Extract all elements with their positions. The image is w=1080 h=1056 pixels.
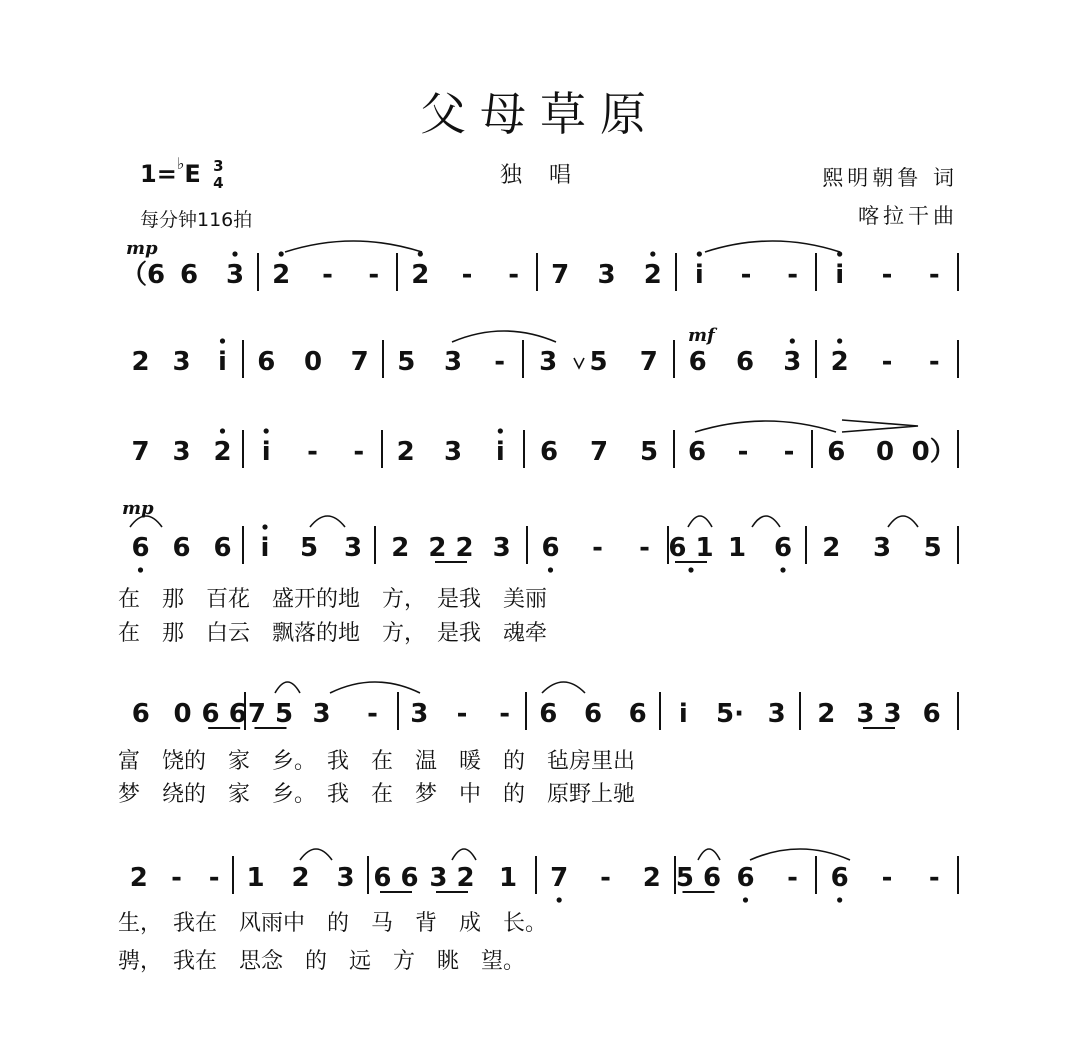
octave-dot-below — [743, 897, 748, 902]
note: 6 — [736, 863, 755, 893]
tie-arc — [888, 516, 918, 527]
note: 2 — [817, 699, 836, 729]
octave-dot-above — [650, 251, 655, 256]
tie-arc — [285, 241, 422, 252]
note: 7 — [589, 437, 609, 467]
note: 2 — [411, 260, 430, 290]
octave-dot-below — [837, 897, 842, 902]
note: - — [787, 260, 799, 290]
breath-mark — [574, 358, 584, 368]
note: - — [499, 699, 511, 729]
note: 3 — [172, 437, 191, 467]
note: 0 — [173, 699, 192, 729]
note: 2 — [643, 260, 662, 290]
octave-dot-above — [264, 428, 269, 433]
note: - — [737, 437, 749, 467]
note: 5 — [589, 347, 608, 377]
tie-arc — [452, 331, 556, 342]
lyricist-credit: 熙明朝鲁 词 — [822, 166, 958, 190]
performance-type: 独 唱 — [500, 163, 581, 188]
note: 2 — [291, 863, 310, 893]
tempo-marking: 每分钟116拍 — [140, 209, 253, 231]
note: 2 — [129, 863, 148, 893]
note: i — [260, 533, 270, 563]
note: - — [508, 260, 520, 290]
note: 2 — [642, 863, 661, 893]
time-bottom: 4 — [213, 174, 224, 192]
note: 3 — [597, 260, 616, 290]
note: i — [835, 260, 845, 290]
note: 6 — [922, 699, 941, 729]
note: 3 — [443, 437, 463, 467]
lyric-line: 富 饶的 家 乡。 我 在 温 暖 的 毡房里出 — [118, 749, 636, 774]
note: - — [881, 347, 893, 377]
note: - — [881, 260, 893, 290]
note: 6 — [131, 699, 150, 729]
lyric-line: 生， 我在 风雨中 的 马 背 成 长。 — [118, 911, 548, 936]
note: 6 — [541, 533, 560, 563]
tie-arc — [330, 682, 420, 693]
tie-arc — [310, 516, 345, 527]
note: - — [740, 260, 752, 290]
flat-symbol: ♭ — [176, 154, 185, 173]
note: - — [787, 863, 798, 893]
note: 6 — [131, 533, 150, 563]
note: - — [461, 260, 473, 290]
note: 6 — [628, 699, 647, 729]
note: 2 — [131, 347, 150, 377]
note: 3 — [343, 533, 363, 563]
note: 0） — [911, 437, 956, 467]
note: 2 — [272, 260, 291, 290]
note: - — [307, 437, 318, 467]
note: - — [171, 863, 182, 893]
key-prefix: 1= — [140, 160, 177, 188]
note: - — [456, 699, 468, 729]
note: i — [678, 699, 688, 729]
note: 7 — [131, 437, 150, 467]
note: i — [261, 437, 271, 467]
note: 6 6 — [373, 863, 419, 893]
octave-dot-below — [780, 567, 785, 572]
octave-dot-above — [790, 338, 795, 343]
note: 3 — [172, 347, 191, 377]
note: - — [639, 533, 650, 563]
note: i — [495, 437, 505, 467]
note: 3 3 — [856, 699, 902, 729]
note: - — [928, 863, 940, 893]
note: 3 — [539, 347, 558, 377]
note: 6 — [773, 533, 793, 563]
note: 6 — [827, 437, 846, 467]
note: - — [592, 533, 603, 563]
note: 3 2 — [429, 863, 475, 893]
note: 6 — [830, 863, 849, 893]
key-note: E — [184, 160, 201, 188]
note: 6 — [735, 347, 755, 377]
lyric-line: 梦 绕的 家 乡。 我 在 梦 中 的 原野上驰 — [118, 782, 636, 807]
note: 5 — [923, 533, 942, 563]
dynamic-mp-2: mp — [122, 498, 154, 519]
note: 6 — [583, 699, 603, 729]
note: 5 — [639, 437, 659, 467]
note: 7 5 — [247, 699, 294, 729]
octave-dot-below — [548, 567, 553, 572]
note: 3 — [783, 347, 802, 377]
tie-arc — [542, 682, 585, 693]
note: i — [694, 260, 704, 290]
note: 7 — [639, 347, 658, 377]
dynamic-mf: mf — [688, 325, 715, 346]
note: 3 — [336, 863, 355, 893]
octave-dot-above — [232, 251, 237, 256]
note: 2 — [391, 533, 410, 563]
octave-dot-above — [220, 338, 225, 343]
note: - — [928, 347, 940, 377]
note: 1 — [727, 533, 747, 563]
note: 3 — [872, 533, 892, 563]
octave-dot-above — [837, 338, 842, 343]
note: - — [368, 260, 380, 290]
note: 6 6 — [201, 699, 247, 729]
note: 6 — [539, 437, 559, 467]
note: 2 — [396, 437, 415, 467]
note: - — [494, 347, 506, 377]
tie-arc — [698, 849, 720, 860]
note: 6 — [213, 533, 232, 563]
octave-dot-below — [138, 567, 143, 572]
note: 6 — [179, 260, 199, 290]
note: 3 — [312, 699, 331, 729]
time-top: 3 — [213, 157, 224, 175]
tie-arc — [688, 516, 712, 527]
lyric-line: 骋， 我在 思念 的 远 方 眺 望。 — [118, 949, 526, 974]
note: 2 2 — [428, 533, 474, 563]
song-title: 父母草原 — [420, 87, 660, 141]
octave-dot-above — [262, 524, 267, 529]
note: 3 — [492, 533, 511, 563]
note: 3 — [225, 260, 245, 290]
octave-dot-above — [498, 428, 503, 433]
note: - — [367, 699, 378, 729]
tie-arc — [705, 241, 840, 252]
tie-arc — [275, 682, 300, 693]
note: 2 — [822, 533, 841, 563]
octave-dot-below — [557, 897, 562, 902]
note: 6 — [172, 533, 191, 563]
note: 1 — [498, 863, 518, 893]
octave-dot-above — [220, 428, 225, 433]
note: - — [208, 863, 220, 893]
tie-arc — [300, 849, 332, 860]
lyric-line: 在 那 百花 盛开的地 方， 是我 美丽 — [118, 587, 548, 612]
tie-arc — [452, 849, 476, 860]
tie-arc — [695, 421, 836, 432]
tie-arc — [130, 516, 162, 527]
note: 5 — [299, 533, 319, 563]
note: 6 — [257, 347, 276, 377]
octave-dot-above — [697, 251, 702, 256]
note: 1 — [246, 863, 265, 893]
composer-credit: 喀拉干曲 — [858, 204, 958, 228]
note: 5· — [716, 699, 744, 729]
decrescendo-mark — [842, 420, 918, 432]
lyric-line: 在 那 白云 飘落的地 方， 是我 魂牵 — [118, 621, 548, 646]
tie-arc — [750, 849, 850, 860]
note: 0 — [303, 347, 323, 377]
note: 7 — [551, 260, 570, 290]
note: 3 — [443, 347, 463, 377]
note: - — [783, 437, 795, 467]
note: 6 — [688, 347, 707, 377]
note: 6 — [539, 699, 558, 729]
octave-dot-above — [279, 251, 284, 256]
note: 2 — [213, 437, 232, 467]
note: 6 — [687, 437, 707, 467]
octave-dot-below — [688, 567, 693, 572]
dynamic-mp-1: mp — [126, 238, 158, 259]
note: - — [353, 437, 365, 467]
note: 3 — [767, 699, 786, 729]
tie-arc — [752, 516, 780, 527]
note: 0 — [875, 437, 895, 467]
note: - — [928, 260, 940, 290]
note: - — [881, 863, 893, 893]
note: 3 — [410, 699, 429, 729]
note: - — [600, 863, 611, 893]
note: i — [218, 347, 227, 377]
note: - — [322, 260, 333, 290]
note: （6 — [120, 260, 166, 290]
note: 2 — [830, 347, 849, 377]
note: 5 — [397, 347, 416, 377]
note: 5 6 — [675, 863, 722, 893]
note: 7 — [350, 347, 369, 377]
note: 7 — [550, 863, 569, 893]
note: 6 1 — [668, 533, 714, 563]
